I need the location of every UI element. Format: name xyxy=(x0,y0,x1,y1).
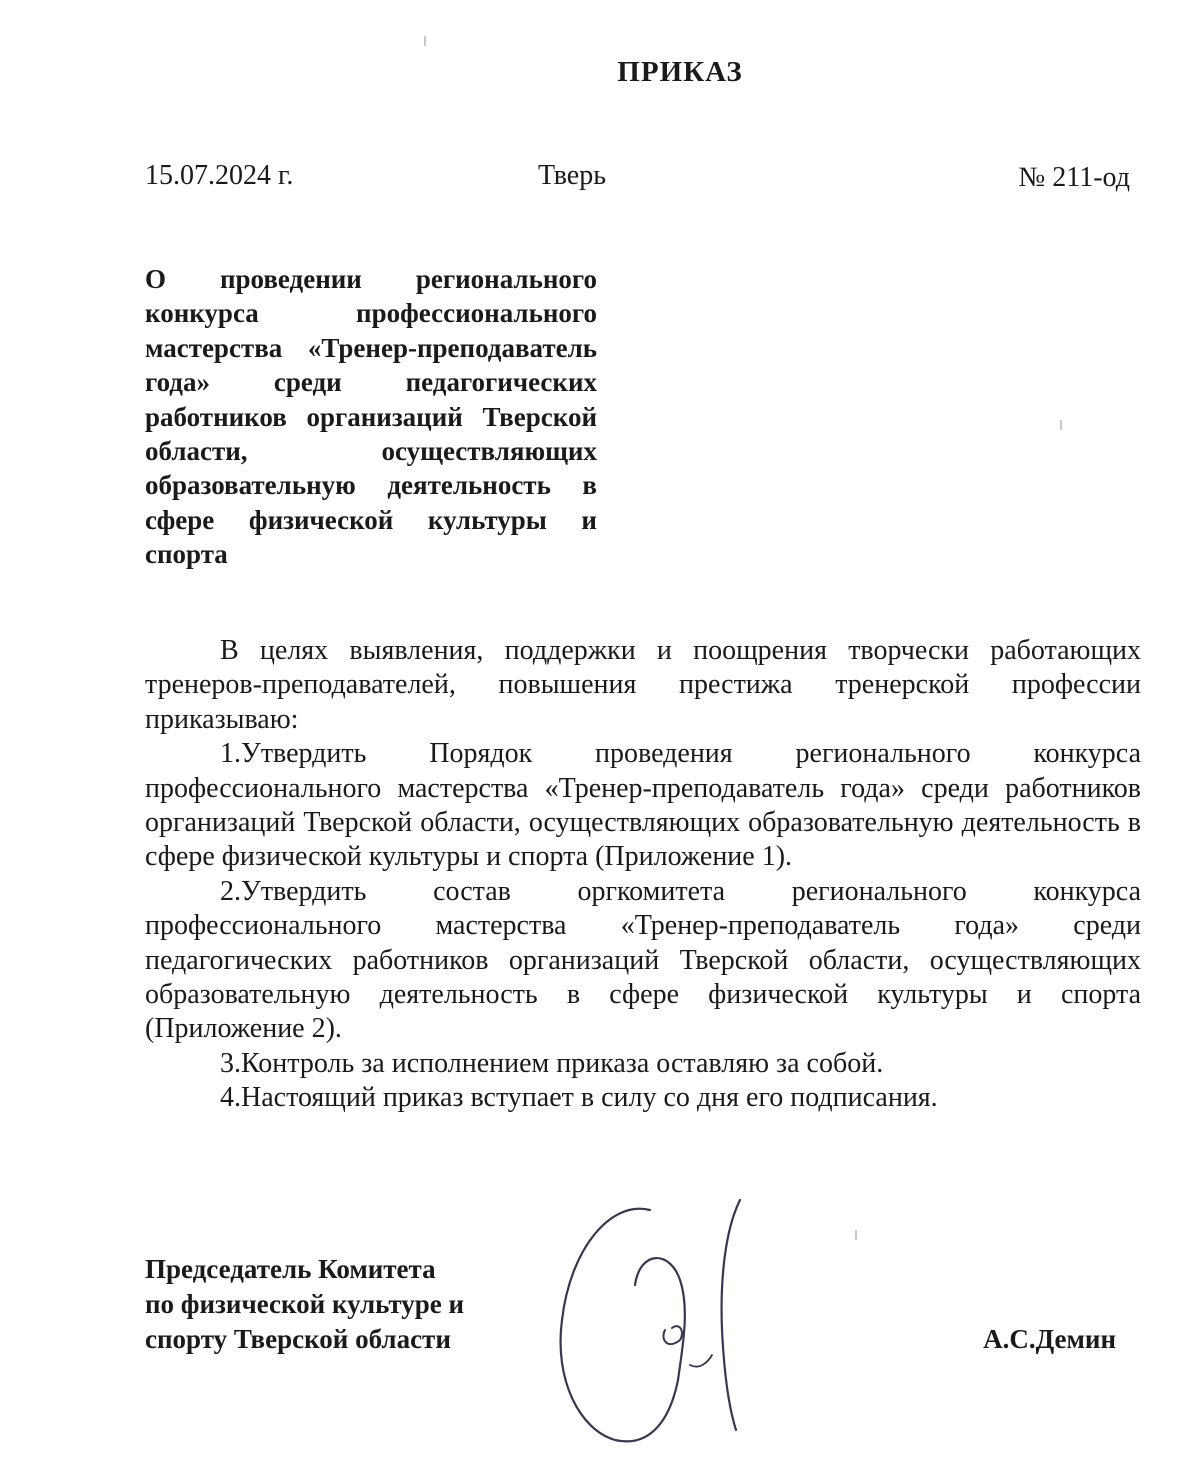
document-body xyxy=(145,634,1141,1116)
document-date: 15.07.2024 г. xyxy=(145,160,294,191)
paragraph-item-1: 1.Утвердить Порядок проведения регионального конкурса профессионального мастерства «Тренер-преподаватель года» среди работников организаций Тверской области, осуществляющих образовательную деятельность в сфере физической культуры и спорта (Приложение 1). xyxy=(145,738,1141,873)
paragraph-preamble: В целях выявления, поддержки и поощрения творчески работающих тренеров-преподавателей, повышения престижа тренерской профессии приказываю: xyxy=(145,635,1141,735)
scan-artifact xyxy=(1060,420,1062,430)
signatory-name: А.С.Демин xyxy=(983,1324,1116,1354)
signatory-position-line: Председатель Комитета xyxy=(145,1254,436,1284)
signatory-position xyxy=(145,1252,565,1357)
handwritten-signature xyxy=(540,1190,770,1460)
paragraph-item-4: 4.Настоящий приказ вступает в силу со дня его подписания. xyxy=(220,1082,938,1114)
signatory-position-line: по физической культуре и xyxy=(145,1289,465,1319)
document-number: № 211-од xyxy=(1018,162,1130,193)
paragraph-item-2: 2.Утвердить состав оргкомитета регионального конкурса профессионального мастерства «Тренер-преподаватель года» среди педагогических работников организаций Тверской области, осуществляющих образовательную деятельность в сфере физической культуры и спорта (Приложение 2). xyxy=(145,875,1141,1045)
signatory-position-line: спорту Тверской области xyxy=(145,1324,451,1354)
document-subject: О проведении регионального конкурса профессионального мастерства «Тренер-преподаватель года» среди педагогических работников организаций Тверской области, осуществляющих образовательную деятельность в сфере физической культуры и спорта xyxy=(145,264,597,570)
scan-artifact xyxy=(855,1230,857,1240)
document-city: Тверь xyxy=(538,160,606,191)
scan-artifact xyxy=(424,36,426,46)
document-meta xyxy=(145,160,1130,200)
document-title: ПРИКАЗ xyxy=(617,56,743,88)
paragraph-item-3: 3.Контроль за исполнением приказа оставляю за собой. xyxy=(220,1047,884,1079)
